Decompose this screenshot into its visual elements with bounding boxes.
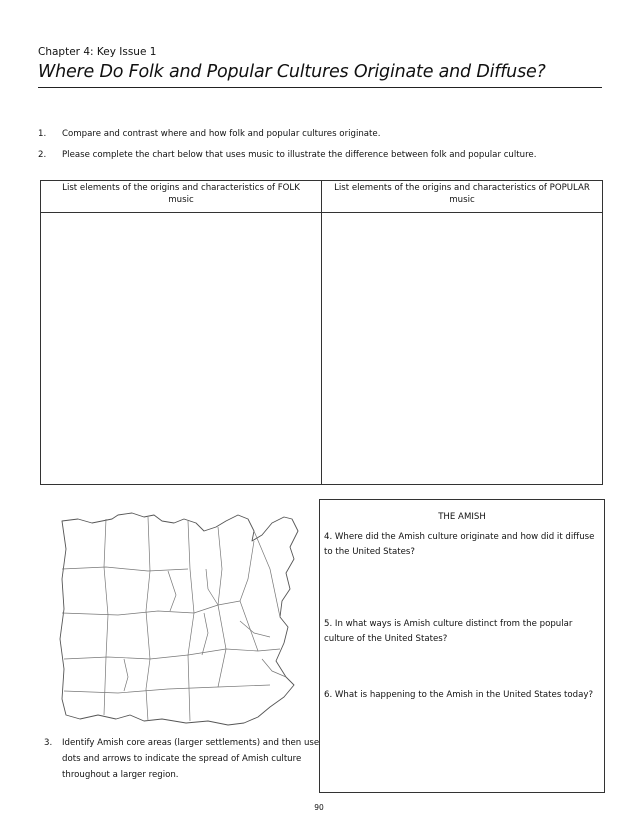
folk-music-header: List elements of the origins and characteristics of FOLK music: [41, 181, 322, 213]
question-5: 5. In what ways is Amish culture distinct from the popular culture of the United States?: [324, 619, 573, 644]
page-number: 90: [314, 803, 324, 812]
popular-music-header: List elements of the origins and characteristics of POPULAR music: [322, 181, 603, 213]
page-title: Where Do Folk and Popular Cultures Originate and Diffuse?: [38, 62, 546, 82]
question-text: Compare and contrast where and how folk and popular cultures originate.: [62, 129, 381, 139]
chapter-label: Chapter 4: Key Issue 1: [38, 46, 157, 58]
question-4: 4. Where did the Amish culture originate and how did it diffuse to the United States?: [324, 532, 595, 557]
state-borders: [62, 517, 286, 721]
question-6: 6. What is happening to the Amish in the United States today?: [324, 690, 594, 700]
amish-heading: THE AMISH: [438, 512, 486, 522]
question-1: [38, 127, 602, 143]
map-outline: [60, 513, 298, 725]
folk-music-answer-cell[interactable]: [41, 213, 322, 485]
question-number: 2.: [38, 150, 47, 160]
question-number: 3.: [44, 738, 53, 748]
us-outline-map: [58, 509, 310, 731]
popular-music-answer-cell[interactable]: [322, 213, 603, 485]
question-number: 1.: [38, 129, 47, 139]
music-comparison-chart: [40, 180, 603, 485]
question-text: Identify Amish core areas (larger settlements) and then use dots and arrows to indicate the spread of Amish culture throughout a larger region.: [62, 738, 320, 780]
question-2: [38, 148, 602, 180]
amish-section: [319, 499, 605, 793]
question-text: Please complete the chart below that uses music to illustrate the difference between folk and popular culture.: [62, 150, 537, 160]
title-divider: [38, 87, 602, 88]
